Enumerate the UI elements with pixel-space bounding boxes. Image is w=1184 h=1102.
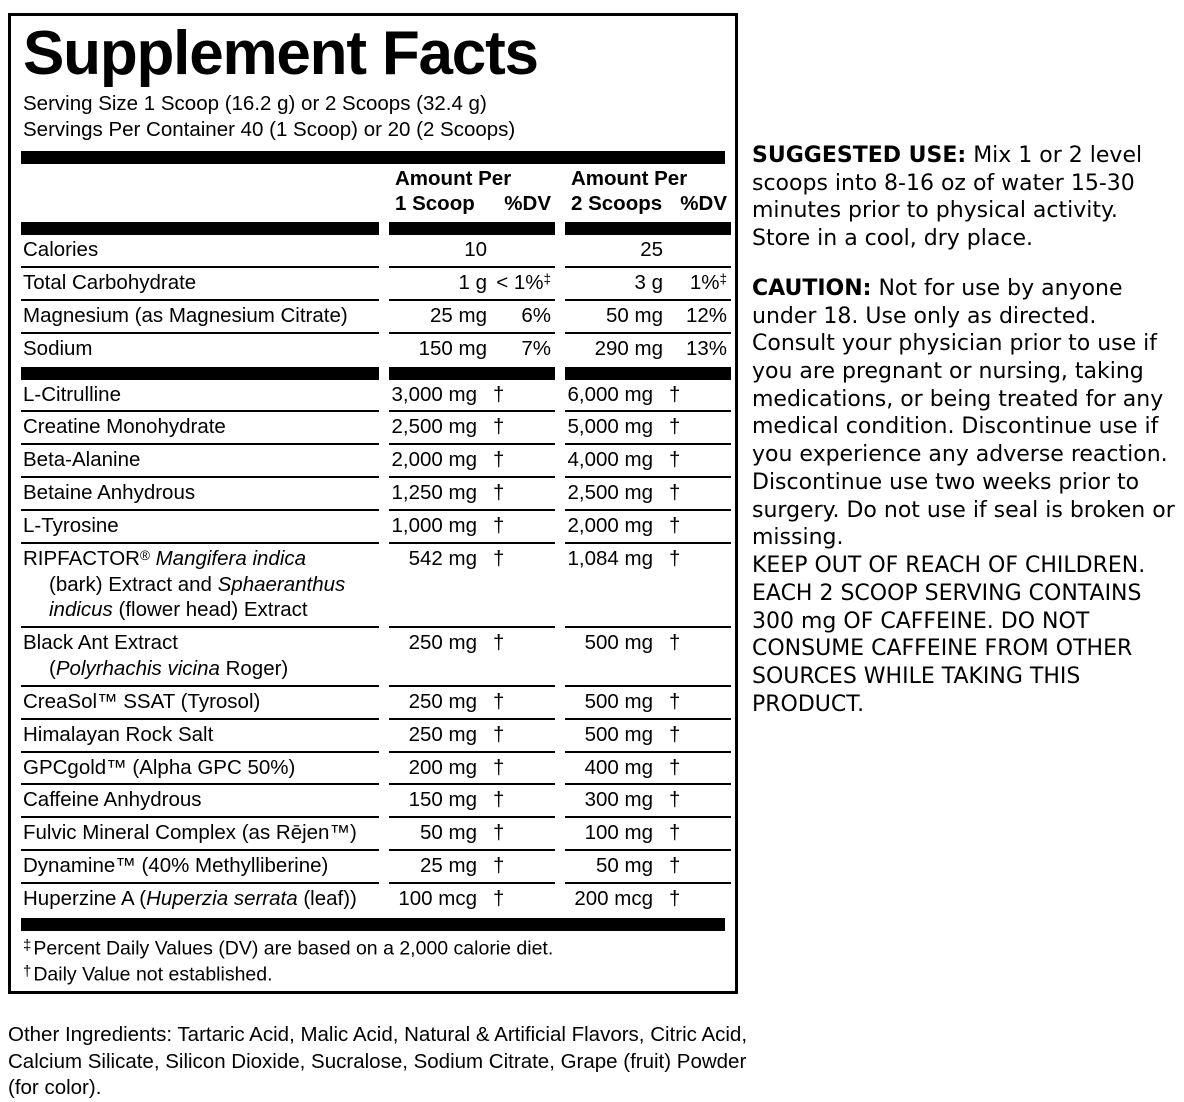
servings-per-container-text: Servings Per Container 40 (1 Scoop) or 20 (2 Scoops) — [23, 118, 516, 142]
dagger-icon: † — [23, 962, 32, 980]
ingredient-name: L-Tyrosine — [23, 513, 119, 537]
ingredient-amount: 100 mcg — [398, 886, 477, 910]
ingredient-value-scoop2 — [565, 511, 731, 542]
nutrient-dv: 6% — [521, 303, 551, 327]
table-row — [21, 268, 725, 299]
ingredient-name-line2: (bark) Extract and Sphaeranthus — [49, 572, 346, 596]
ingredient-value-scoop1 — [389, 511, 555, 542]
table-row — [21, 301, 725, 332]
ingredient-amount: 50 mg — [596, 854, 653, 878]
dagger-icon: † — [669, 382, 681, 406]
ingredient-value-scoop1 — [389, 818, 555, 849]
ingredient-amount: 250 mg — [408, 631, 477, 655]
ingredient-amount: 300 mg — [584, 788, 653, 812]
ingredient-amount: 5,000 mg — [567, 415, 653, 439]
dagger-icon: † — [669, 415, 681, 439]
nutrient-amount: 3 g — [634, 271, 663, 295]
ingredient-value-scoop1 — [389, 478, 555, 509]
ingredient-amount: 250 mg — [408, 722, 477, 746]
nutrition-section-bar — [21, 222, 725, 235]
table-row — [21, 818, 725, 849]
dagger-icon: † — [669, 546, 681, 570]
dagger-icon: † — [493, 886, 505, 910]
ingredient-amount: 150 mg — [408, 788, 477, 812]
dagger-icon: † — [493, 382, 505, 406]
ingredient-amount: 1,000 mg — [391, 513, 477, 537]
ingredient-amount: 2,000 mg — [567, 513, 653, 537]
ingredient-value-scoop2 — [565, 687, 731, 718]
column-header-scoop2 — [565, 164, 731, 221]
ingredient-name: Himalayan Rock Salt — [23, 722, 214, 746]
ingredient-amount: 2,000 mg — [391, 448, 477, 472]
nutrient-amount: 290 mg — [594, 336, 663, 360]
ingredient-amount: 200 mg — [408, 755, 477, 779]
nutrient-amount: 25 mg — [430, 303, 487, 327]
suggested-use-heading: SUGGESTED USE: — [752, 143, 967, 168]
table-row — [21, 511, 725, 542]
ingredient-amount: 1,250 mg — [391, 481, 477, 505]
dagger-icon: † — [669, 821, 681, 845]
table-row — [21, 478, 725, 509]
nutrient-value-scoop2 — [565, 268, 731, 299]
ingredient-brand: RIPFACTOR — [23, 546, 140, 570]
ingredient-amount: 50 mg — [420, 821, 477, 845]
column-header-scoop1-dv: %DV — [504, 192, 551, 216]
ingredient-name: Creatine Monohydrate — [23, 415, 226, 439]
dagger-icon: † — [493, 821, 505, 845]
table-row — [21, 851, 725, 882]
table-row — [21, 720, 725, 751]
table-row — [21, 628, 725, 685]
table-row — [21, 445, 725, 476]
ingredient-amount: 250 mg — [408, 689, 477, 713]
ingredient-amount: 25 mg — [420, 854, 477, 878]
ingredient-amount: 500 mg — [584, 631, 653, 655]
column-header-scoop1-line1: Amount Per — [395, 166, 512, 190]
ingredient-amount: 542 mg — [408, 546, 477, 570]
ingredient-name: L-Citrulline — [23, 382, 121, 406]
column-header-scoop1 — [389, 164, 555, 221]
table-row — [21, 753, 725, 784]
dagger-icon: † — [493, 546, 505, 570]
ingredient-value-scoop1 — [389, 884, 555, 915]
ingredient-section-bar — [21, 367, 725, 380]
ingredient-name-line2: (Polyrhachis vicina Roger) — [49, 657, 289, 681]
ingredient-amount: 200 mcg — [574, 886, 653, 910]
dagger-icon: † — [493, 755, 505, 779]
footnote-dagger: † Daily Value not established. — [23, 962, 273, 986]
nutrient-value-scoop1 — [389, 301, 555, 332]
dagger-icon: † — [669, 631, 681, 655]
ingredient-amount: 500 mg — [584, 722, 653, 746]
caffeine-warning-paragraph: KEEP OUT OF REACH OF CHILDREN. EACH 2 SCOOP SERVING CONTAINS 300 mg OF CAFFEINE. DO NOT CONSUME CAFFEINE FROM OTHER SOURCES WHILE TAKING THIS PRODUCT. — [752, 553, 1146, 717]
nutrient-value-scoop1 — [389, 334, 555, 365]
ingredient-name — [21, 628, 379, 685]
dagger-icon: † — [493, 788, 505, 812]
caution-body: Not for use by anyone under 18. Use only as directed. Consult your physician prior to use if you are pregnant or nursing, taking medications, or being treated for any medical condition. Discontinue use if you experience any adverse reaction. Discontinue use two weeks prior to surgery. Do not use if seal is broken or missing. — [752, 275, 1175, 551]
footnote-daily-values: ‡ Percent Daily Values (DV) are based on a 2,000 calorie diet. — [23, 936, 554, 960]
double-dagger-icon: ‡ — [23, 936, 32, 954]
ingredient-value-scoop2 — [565, 851, 731, 882]
dagger-icon: † — [669, 886, 681, 910]
ingredient-name: GPCgold™ (Alpha GPC 50%) — [23, 755, 296, 779]
header-separator-bar — [21, 151, 725, 164]
double-dagger-icon: ‡ — [719, 271, 727, 287]
nutrient-amount: 10 — [464, 238, 487, 262]
nutrient-dv: 13% — [685, 336, 727, 360]
ingredient-amount: 100 mg — [584, 821, 653, 845]
ingredient-amount: 3,000 mg — [391, 382, 477, 406]
ingredient-amount: 400 mg — [584, 755, 653, 779]
ingredient-amount: 2,500 mg — [567, 481, 653, 505]
nutrient-value-scoop1 — [389, 268, 555, 299]
ingredient-value-scoop2 — [565, 628, 731, 685]
dagger-icon: † — [669, 788, 681, 812]
nutrient-name: Calories — [23, 238, 99, 262]
ingredient-value-scoop2 — [565, 884, 731, 915]
column-header-scoop2-line1: Amount Per — [571, 166, 688, 190]
dagger-icon: † — [669, 448, 681, 472]
suggested-use-paragraph — [752, 142, 1182, 253]
nutrient-dv: 7% — [521, 336, 551, 360]
ingredient-value-scoop2 — [565, 720, 731, 751]
supplement-facts-box — [8, 13, 738, 994]
nutrient-value-scoop1 — [389, 235, 555, 266]
ingredient-amount: 500 mg — [584, 689, 653, 713]
table-row — [21, 334, 725, 365]
caution-paragraph — [752, 275, 1182, 552]
nutrient-dv: 12% — [685, 303, 727, 327]
nutrient-dv: 1%‡ — [689, 271, 727, 295]
ingredient-amount: 1,084 mg — [567, 546, 653, 570]
dagger-icon: † — [669, 689, 681, 713]
ingredient-name: Huperzine A (Huperzia serrata (leaf)) — [23, 886, 357, 910]
dagger-icon: † — [493, 854, 505, 878]
ingredient-value-scoop1 — [389, 412, 555, 443]
ingredient-value-scoop1 — [389, 628, 555, 685]
other-ingredients-text: Other Ingredients: Tartaric Acid, Malic Acid, Natural & Artificial Flavors, Citric Acid, Calcium Silicate, Silicon Dioxide, Sucralose, Sodium Citrate, Grape (fruit) Powder (for color). — [8, 1023, 748, 1100]
dagger-icon: † — [669, 722, 681, 746]
nutrient-value-scoop2 — [565, 301, 731, 332]
ingredient-name: Beta-Alanine — [23, 448, 141, 472]
supplement-facts-panel — [8, 13, 738, 994]
nutrient-value-scoop2 — [565, 334, 731, 365]
nutrient-dv: < 1%‡ — [496, 271, 551, 295]
dagger-icon: † — [493, 631, 505, 655]
ingredient-name-line1: Black Ant Extract — [23, 631, 178, 655]
serving-size-text: Serving Size 1 Scoop (16.2 g) or 2 Scoops (32.4 g) — [23, 91, 487, 115]
column-header-spacer — [21, 164, 379, 221]
dagger-icon: † — [493, 481, 505, 505]
ingredient-value-scoop1 — [389, 720, 555, 751]
ingredient-name: Caffeine Anhydrous — [23, 788, 202, 812]
double-dagger-icon: ‡ — [543, 271, 551, 287]
column-header-scoop1-line2: 1 Scoop — [395, 192, 475, 216]
ingredient-amount: 6,000 mg — [567, 382, 653, 406]
dagger-icon: † — [493, 448, 505, 472]
dagger-icon: † — [493, 689, 505, 713]
table-row — [21, 544, 725, 626]
column-header-scoop2-line2: 2 Scoops — [571, 192, 663, 216]
ingredient-value-scoop1 — [389, 851, 555, 882]
ingredient-value-scoop1 — [389, 753, 555, 784]
table-row — [21, 235, 725, 266]
nutrient-amount: 1 g — [458, 271, 487, 295]
table-row — [21, 785, 725, 816]
nutrient-amount: 25 — [640, 238, 663, 262]
footnote-separator-bar — [21, 918, 725, 931]
column-header-row — [21, 164, 725, 221]
nutrient-value-scoop2 — [565, 235, 731, 266]
ingredient-name: Dynamine™ (40% Methylliberine) — [23, 854, 329, 878]
ingredient-value-scoop2 — [565, 478, 731, 509]
dagger-icon: † — [669, 481, 681, 505]
dagger-icon: † — [493, 513, 505, 537]
caution-heading: CAUTION: — [752, 275, 872, 301]
ingredient-name: Fulvic Mineral Complex (as Rējen™) — [23, 821, 357, 845]
dagger-icon: † — [669, 854, 681, 878]
column-header-scoop2-dv: %DV — [680, 192, 727, 216]
ingredient-amount: 2,500 mg — [391, 415, 477, 439]
ingredient-value-scoop1 — [389, 445, 555, 476]
ingredient-value-scoop2 — [565, 544, 731, 626]
ingredient-name: CreaSol™ SSAT (Tyrosol) — [23, 689, 261, 713]
ingredient-value-scoop2 — [565, 753, 731, 784]
ingredient-value-scoop2 — [565, 785, 731, 816]
ingredient-name: Betaine Anhydrous — [23, 481, 196, 505]
dagger-icon: † — [493, 415, 505, 439]
ingredient-value-scoop1 — [389, 785, 555, 816]
side-panel — [752, 142, 1182, 718]
page-title: Supplement Facts — [23, 19, 538, 88]
nutrient-amount: 50 mg — [606, 303, 663, 327]
nutrient-amount: 150 mg — [418, 336, 487, 360]
nutrient-name: Sodium — [23, 336, 93, 360]
suggested-use-body: Mix 1 or 2 level scoops into 8-16 oz of water 15-30 minutes prior to physical activity. Store in a cool, dry place. — [752, 143, 1143, 252]
table-row — [21, 412, 725, 443]
dagger-icon: † — [493, 722, 505, 746]
ingredient-value-scoop1 — [389, 544, 555, 626]
ingredient-name-line3: indicus (flower head) Extract — [49, 598, 308, 622]
ingredient-amount: 4,000 mg — [567, 448, 653, 472]
ingredient-value-scoop2 — [565, 412, 731, 443]
registered-trademark-icon: ® — [139, 547, 150, 563]
table-row — [21, 380, 725, 411]
nutrient-name: Magnesium (as Magnesium Citrate) — [23, 303, 348, 327]
ingredient-value-scoop2 — [565, 818, 731, 849]
ingredient-value-scoop2 — [565, 380, 731, 411]
ingredient-value-scoop1 — [389, 687, 555, 718]
nutrient-name: Total Carbohydrate — [23, 271, 197, 295]
table-row — [21, 884, 725, 915]
ingredient-latin-1: Mangifera indica — [149, 546, 307, 570]
dagger-icon: † — [669, 755, 681, 779]
ingredient-value-scoop2 — [565, 445, 731, 476]
dagger-icon: † — [669, 513, 681, 537]
ingredient-name — [21, 544, 379, 626]
table-row — [21, 687, 725, 718]
ingredient-value-scoop1 — [389, 380, 555, 411]
